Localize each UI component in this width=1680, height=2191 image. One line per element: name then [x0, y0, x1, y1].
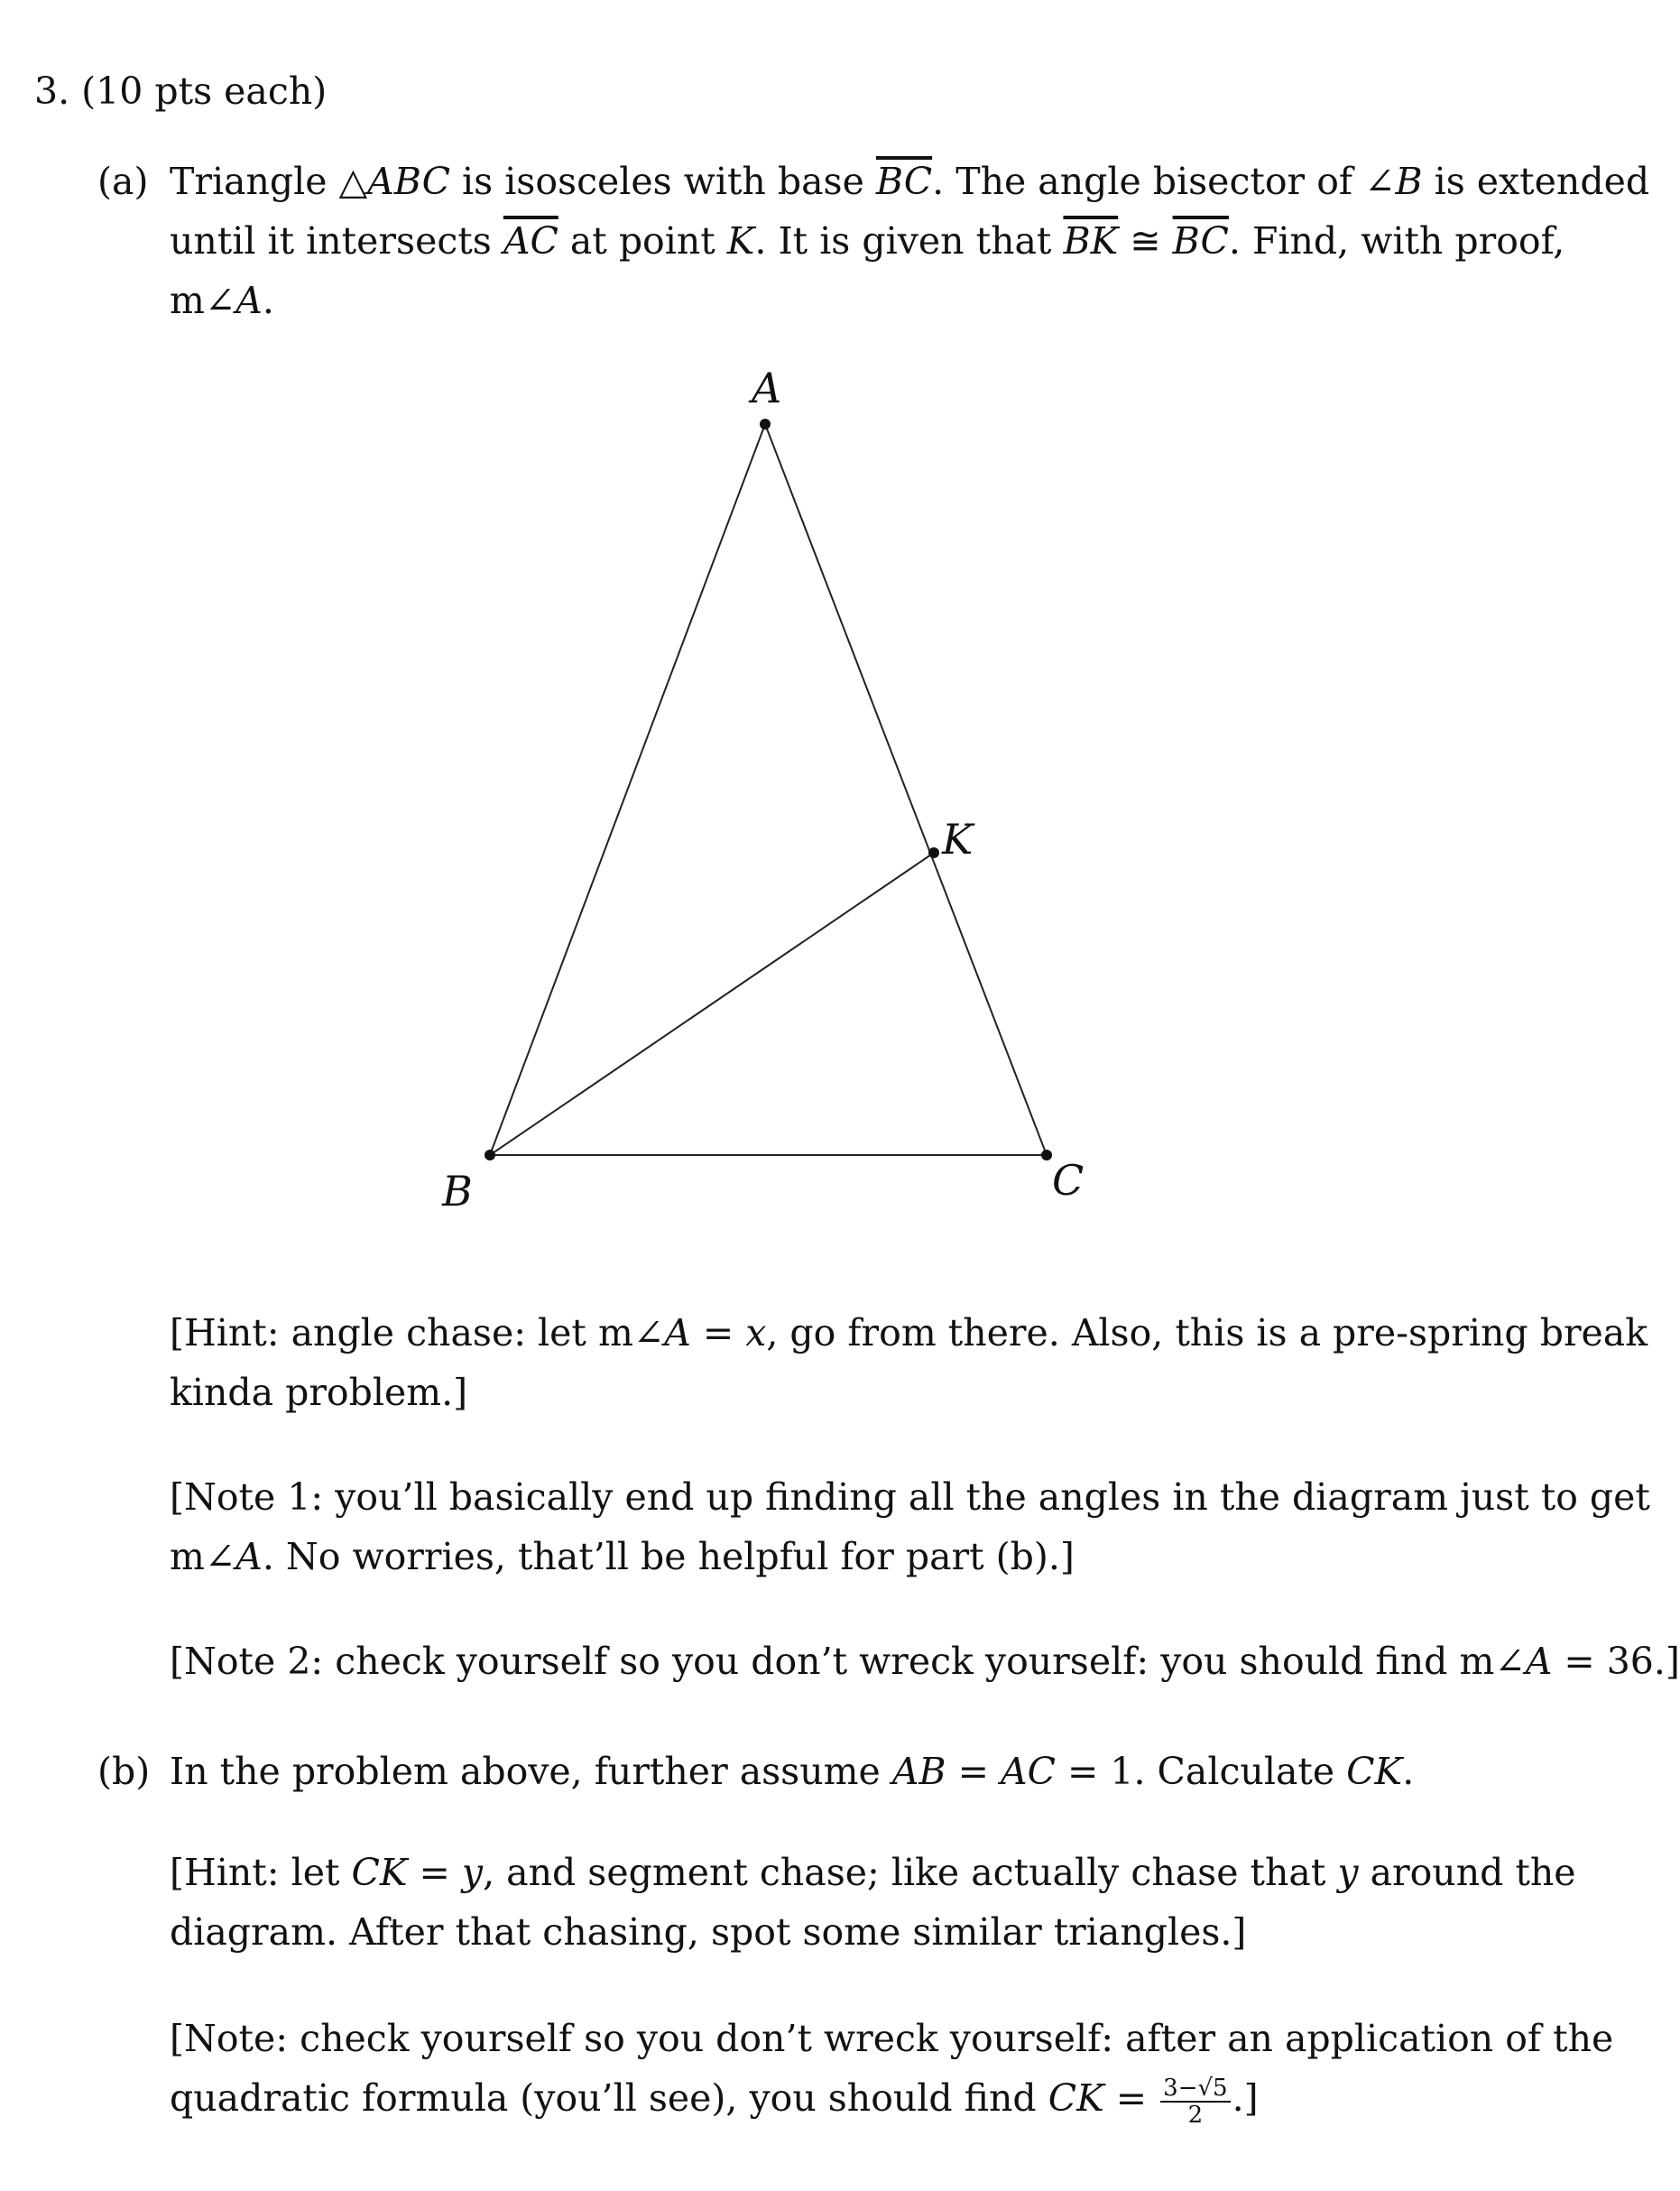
point-b: [485, 1150, 495, 1160]
label-b: B: [442, 1167, 473, 1216]
part-b-text: In the problem above, further assume AB = AC = 1. Calculate CK.: [170, 1750, 1415, 1793]
segment-ac: [765, 424, 1047, 1155]
segment-bk: [490, 853, 934, 1155]
point-c: [1041, 1150, 1052, 1160]
point-a: [760, 419, 771, 430]
note-b: [170, 2009, 1614, 2129]
hint-a: [170, 1303, 1648, 1422]
note-b-line-1: [Note: check yourself so you don’t wreck yourself: after an application of the: [170, 2017, 1614, 2060]
part-a-line-2: until it intersects $\overline{AC}$ at point K. It is given that $\overline{BK}$ ≅ $\overline{BC}$. Find, with proof,: [170, 219, 1565, 263]
note-b-line-2: quadratic formula (you’ll see), you should find CK = $\frac{3-√5}{2}$ .]: [170, 2074, 1259, 2129]
hint-a-line-2: kinda problem.]: [170, 1371, 468, 1414]
point-k: [928, 847, 939, 858]
problem-points: (10 pts each): [81, 69, 328, 113]
hint-b-line-1: [Hint: let CK = y, and segment chase; like actually chase that y around the: [170, 1851, 1576, 1894]
part-a-line-1: Triangle △ABC is isosceles with base $\overline{BC}$. The angle bisector of ∠B is extended: [170, 160, 1650, 203]
note-1-line-2: m∠A. No worries, that’ll be helpful for part (b).]: [170, 1535, 1075, 1578]
hint-b-line-2: diagram. After that chasing, spot some similar triangles.]: [170, 1910, 1247, 1954]
label-a: A: [752, 364, 782, 412]
note-1-line-1: [Note 1: you’ll basically end up finding all the angles in the diagram just to get: [170, 1475, 1650, 1519]
part-a-label: (a): [97, 160, 149, 203]
label-k: K: [942, 815, 974, 864]
part-b-label: (b): [97, 1750, 151, 1793]
label-c: C: [1052, 1156, 1085, 1205]
problem-number: 3.: [34, 69, 70, 113]
ck-fraction: [1160, 2075, 1230, 2128]
note-2: [Note 2: check yourself so you don’t wreck yourself: you should find m∠A = 36.]: [170, 1640, 1680, 1683]
part-a-line-3: m∠A.: [170, 279, 274, 322]
note-1: [170, 1467, 1650, 1586]
hint-b: [170, 1843, 1576, 1962]
fraction-denominator: 2: [1187, 2101, 1204, 2129]
segment-ab: [490, 424, 765, 1155]
hint-a-line-1: [Hint: angle chase: let m∠A = x, go from there. Also, this is a pre-spring break: [170, 1311, 1648, 1354]
fraction-numerator: 3−√5: [1160, 2075, 1230, 2103]
